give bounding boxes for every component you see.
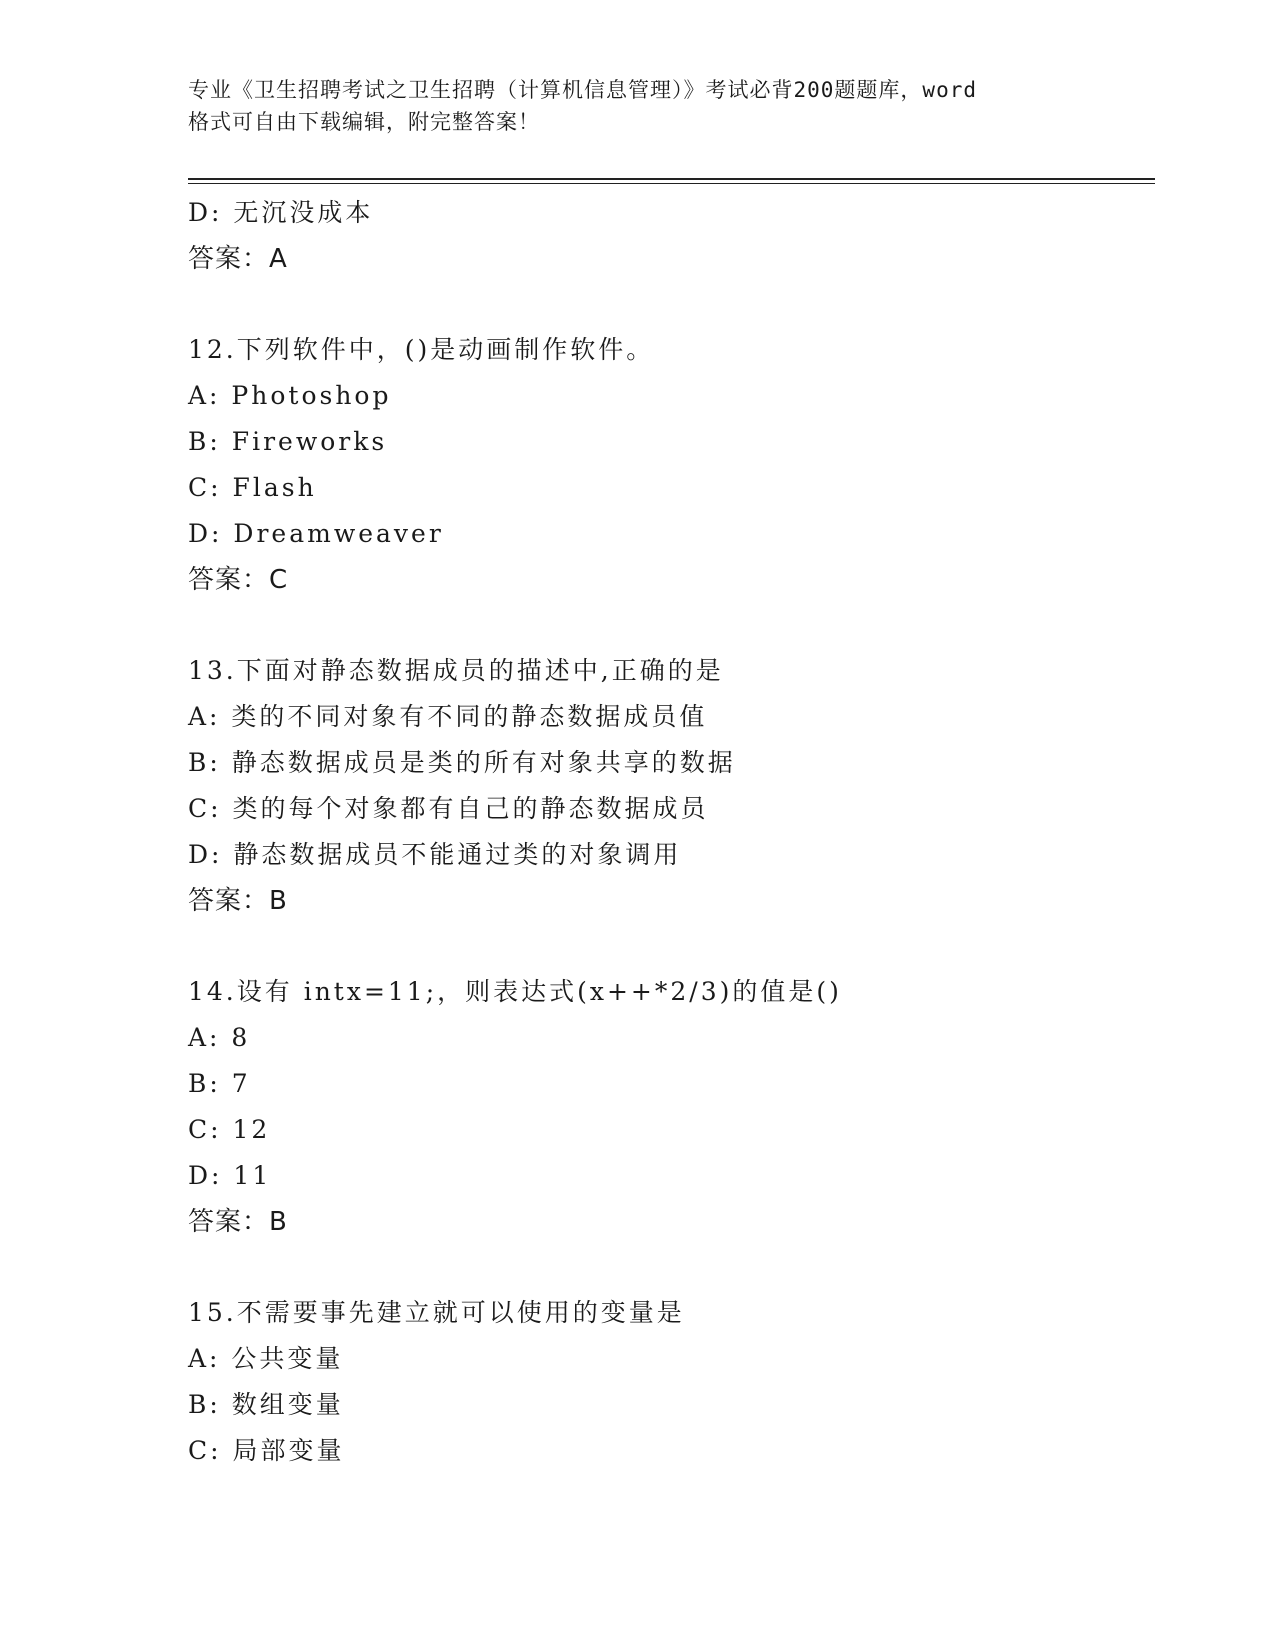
question-12 xyxy=(188,327,1148,603)
previous-question-tail xyxy=(188,190,1148,282)
question-stem: 12.下列软件中，()是动画制作软件。 xyxy=(188,335,655,364)
option-d: D: Dreamweaver xyxy=(188,519,444,548)
option-a: A: 类的不同对象有不同的静态数据成员值 xyxy=(188,702,708,731)
answer: 答案：A xyxy=(188,244,288,274)
option-c: C: 局部变量 xyxy=(188,1436,345,1465)
spacer xyxy=(188,603,1148,648)
option-d: D: 11 xyxy=(188,1161,272,1190)
answer: 答案：B xyxy=(188,1207,288,1237)
header-divider-thick xyxy=(188,178,1155,180)
option-b: B: Fireworks xyxy=(188,427,388,456)
option-d: D: 无沉没成本 xyxy=(188,198,374,227)
spacer xyxy=(188,282,1148,327)
question-list xyxy=(188,190,1148,1474)
option-c: C: 12 xyxy=(188,1115,271,1144)
option-c: C: Flash xyxy=(188,473,317,502)
question-13 xyxy=(188,648,1148,924)
header-divider-thin xyxy=(188,183,1155,184)
option-a: A: Photoshop xyxy=(188,381,392,410)
option-c: C: 类的每个对象都有自己的静态数据成员 xyxy=(188,794,709,823)
option-a: A: 8 xyxy=(188,1023,251,1052)
option-a: A: 公共变量 xyxy=(188,1344,344,1373)
spacer xyxy=(188,1245,1148,1290)
question-stem: 13.下面对静态数据成员的描述中,正确的是 xyxy=(188,656,724,685)
question-14 xyxy=(188,969,1148,1245)
option-d: D: 静态数据成员不能通过类的对象调用 xyxy=(188,840,682,869)
question-15 xyxy=(188,1290,1148,1474)
option-b: B: 7 xyxy=(188,1069,251,1098)
question-stem: 15.不需要事先建立就可以使用的变量是 xyxy=(188,1298,685,1327)
spacer xyxy=(188,924,1148,969)
document-header xyxy=(188,74,1088,138)
answer: 答案：C xyxy=(188,565,289,595)
header-line-2: 格式可自由下载编辑，附完整答案！ xyxy=(188,110,540,134)
option-b: B: 静态数据成员是类的所有对象共享的数据 xyxy=(188,748,736,777)
option-b: B: 数组变量 xyxy=(188,1390,344,1419)
answer: 答案：B xyxy=(188,886,288,916)
header-line-1: 专业《卫生招聘考试之卫生招聘（计算机信息管理）》考试必背200题题库，word xyxy=(188,78,977,102)
question-stem: 14.设有 intx=11;，则表达式(x++*2/3)的值是() xyxy=(188,977,842,1006)
